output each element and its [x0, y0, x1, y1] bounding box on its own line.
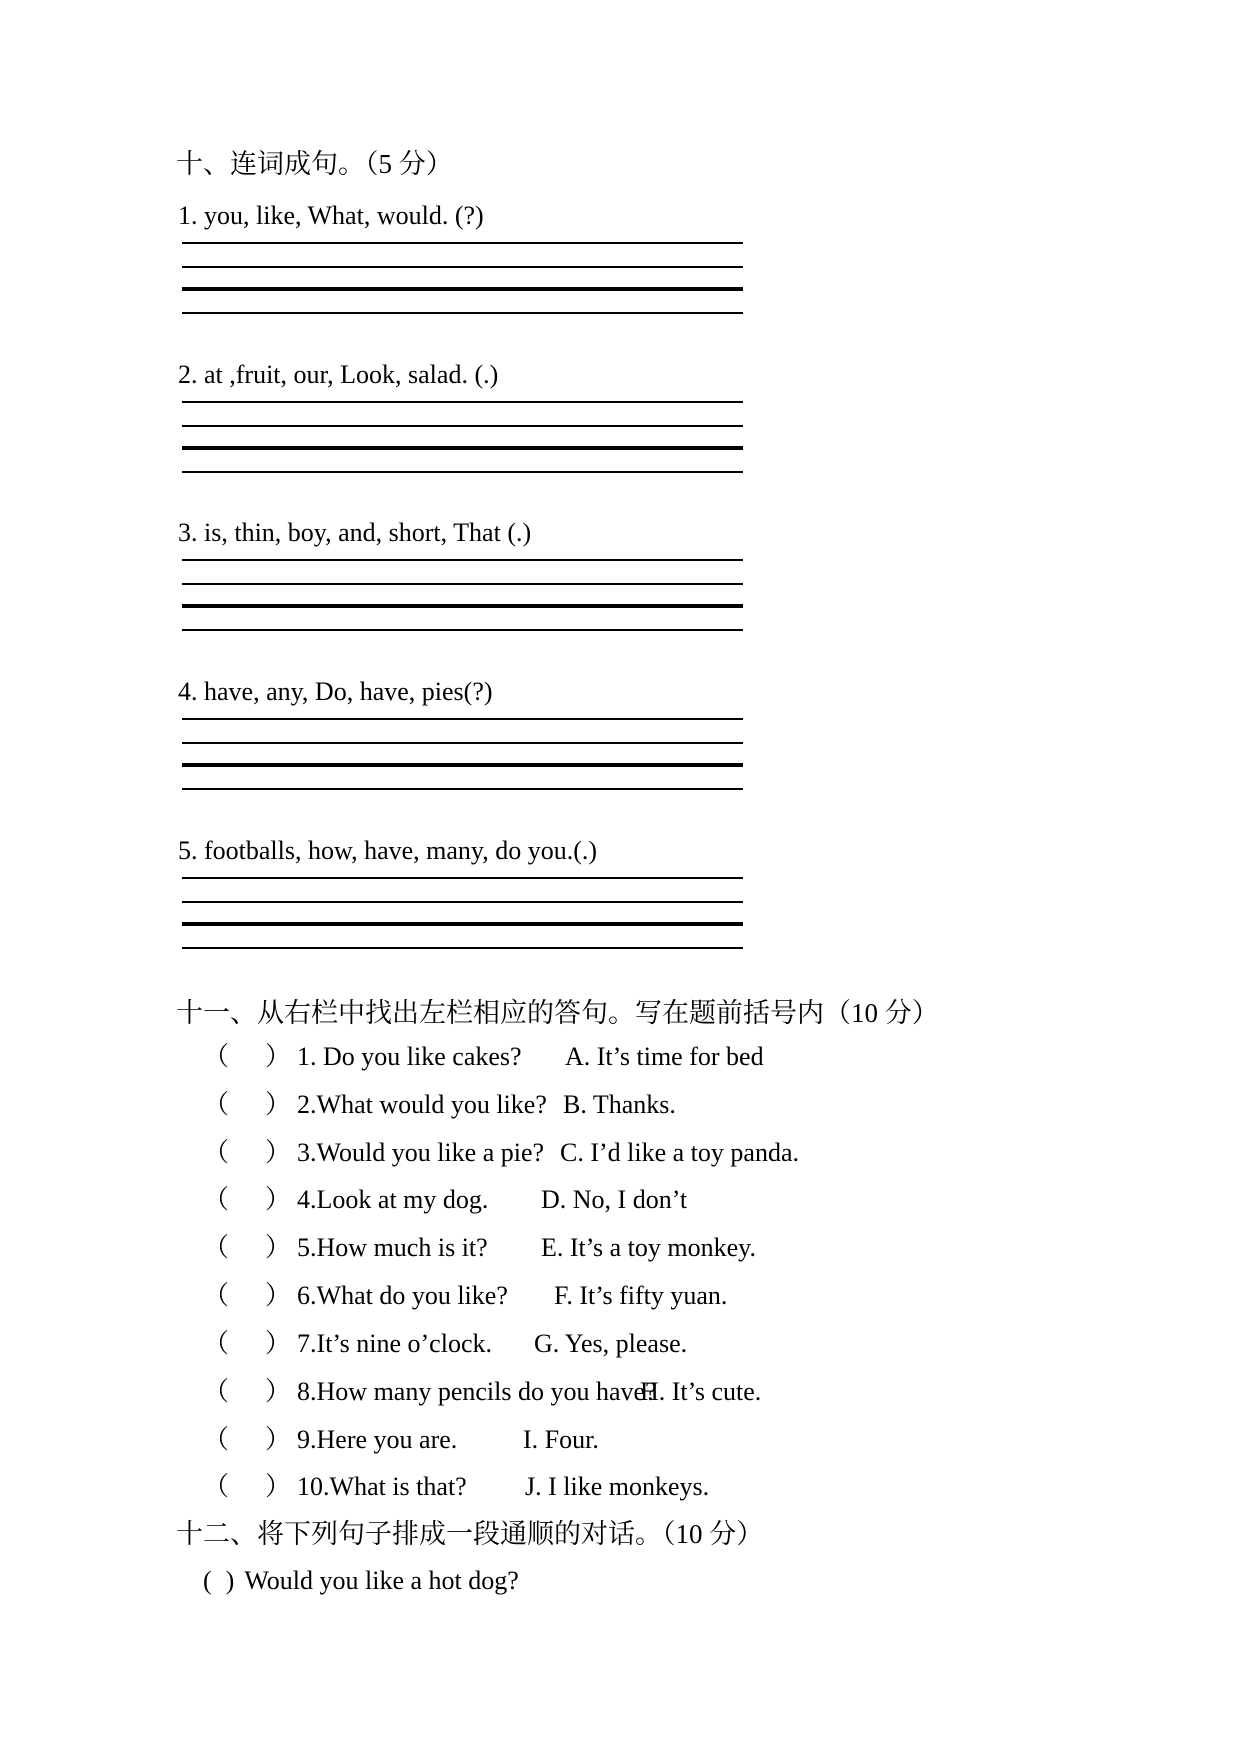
answer-writing-lines-3: [182, 559, 743, 632]
writing-line-thin: [182, 718, 743, 720]
answer-bracket-open: （: [203, 1042, 230, 1071]
answer-writing-lines-2: [182, 401, 743, 474]
matching-question: 7.It’s nine o’clock.: [297, 1329, 492, 1358]
answer-writing-lines-1: [182, 242, 743, 315]
rearrange-item-label-2: 2. at ,fruit, our, Look, salad. (.): [178, 360, 499, 389]
matching-question: 10.What is that?: [297, 1472, 467, 1501]
answer-bracket-close: ）: [265, 1472, 292, 1501]
matching-question: 6.What do you like?: [297, 1281, 508, 1310]
matching-row-7: [203, 1328, 688, 1360]
answer-bracket-open: (: [203, 1566, 212, 1595]
matching-answer: E. It’s a toy monkey.: [541, 1233, 756, 1262]
writing-line-bold: [182, 922, 743, 926]
rearrange-item-label-3: 3. is, thin, boy, and, short, That (.): [178, 518, 532, 547]
matching-answer: G. Yes, please.: [534, 1329, 688, 1358]
matching-answer: F. It’s fifty yuan.: [554, 1281, 728, 1310]
answer-bracket-open: （: [203, 1329, 230, 1358]
writing-line-thin: [182, 877, 743, 879]
answer-bracket-close: ): [225, 1566, 235, 1595]
answer-bracket-open: （: [203, 1185, 230, 1214]
dialogue-row-1: [203, 1565, 519, 1597]
writing-line-thin: [182, 266, 743, 268]
answer-bracket-open: （: [203, 1138, 230, 1167]
matching-question: 5.How much is it?: [297, 1233, 488, 1262]
answer-bracket-open: （: [203, 1281, 230, 1310]
writing-line-thin: [182, 947, 743, 949]
matching-row-4: [203, 1184, 688, 1216]
matching-answer: I. Four.: [523, 1425, 599, 1454]
matching-answer: A. It’s time for bed: [565, 1042, 764, 1071]
section12-title: 十二、将下列句子排成一段通顺的对话。（10 分）: [176, 1519, 764, 1549]
writing-line-thin: [182, 401, 743, 403]
dialogue-sentence: Would you like a hot dog?: [244, 1566, 519, 1595]
answer-bracket-open: （: [203, 1377, 230, 1406]
answer-bracket-open: （: [203, 1090, 230, 1119]
writing-line-bold: [182, 763, 743, 767]
matching-question: 1. Do you like cakes?: [297, 1042, 522, 1071]
matching-row-9: [203, 1424, 599, 1456]
answer-bracket-open: （: [203, 1425, 230, 1454]
matching-row-2: [203, 1089, 676, 1121]
writing-line-thin: [182, 559, 743, 561]
writing-line-bold: [182, 287, 743, 291]
writing-line-thin: [182, 788, 743, 790]
answer-writing-lines-4: [182, 718, 743, 791]
writing-line-bold: [182, 604, 743, 608]
matching-answer: D. No, I don’t: [541, 1185, 688, 1214]
rearrange-item-label-1: 1. you, like, What, would. (?): [178, 201, 484, 230]
matching-question: 2.What would you like?: [297, 1090, 547, 1119]
matching-row-8: [203, 1376, 762, 1408]
writing-line-thin: [182, 242, 743, 244]
matching-question: 4.Look at my dog.: [297, 1185, 489, 1214]
matching-answer: B. Thanks.: [563, 1090, 676, 1119]
rearrange-item-label-5: 5. footballs, how, have, many, do you.(.): [178, 836, 598, 865]
answer-bracket-close: ）: [265, 1425, 292, 1454]
answer-bracket-close: ）: [265, 1377, 292, 1406]
answer-bracket-open: （: [203, 1233, 230, 1262]
matching-question: 3.Would you like a pie?: [297, 1138, 545, 1167]
matching-answer: H. It’s cute.: [640, 1377, 762, 1406]
matching-row-10: [203, 1471, 710, 1503]
section10-title: 十、连词成句。（5 分）: [176, 149, 453, 179]
answer-bracket-close: ）: [265, 1329, 292, 1358]
matching-row-3: [203, 1137, 799, 1169]
matching-question: 8.How many pencils do you have?: [297, 1377, 657, 1406]
matching-row-5: [203, 1232, 756, 1264]
rearrange-item-label-4: 4. have, any, Do, have, pies(?): [178, 677, 493, 706]
matching-answer: C. I’d like a toy panda.: [560, 1138, 799, 1167]
matching-row-6: [203, 1280, 728, 1312]
writing-line-thin: [182, 629, 743, 631]
writing-line-thin: [182, 742, 743, 744]
matching-row-1: [203, 1041, 764, 1073]
writing-line-thin: [182, 471, 743, 473]
matching-question: 9.Here you are.: [297, 1425, 458, 1454]
answer-bracket-close: ）: [265, 1185, 292, 1214]
writing-line-thin: [182, 425, 743, 427]
answer-bracket-close: ）: [265, 1090, 292, 1119]
writing-line-thin: [182, 901, 743, 903]
answer-writing-lines-5: [182, 877, 743, 950]
writing-line-thin: [182, 583, 743, 585]
writing-line-bold: [182, 446, 743, 450]
answer-bracket-close: ）: [265, 1138, 292, 1167]
answer-bracket-close: ）: [265, 1233, 292, 1262]
section11-title: 十一、从右栏中找出左栏相应的答句。写在题前括号内（10 分）: [176, 998, 939, 1028]
answer-bracket-open: （: [203, 1472, 230, 1501]
writing-line-thin: [182, 312, 743, 314]
matching-answer: J. I like monkeys.: [525, 1472, 710, 1501]
answer-bracket-close: ）: [265, 1281, 292, 1310]
answer-bracket-close: ）: [265, 1042, 292, 1071]
